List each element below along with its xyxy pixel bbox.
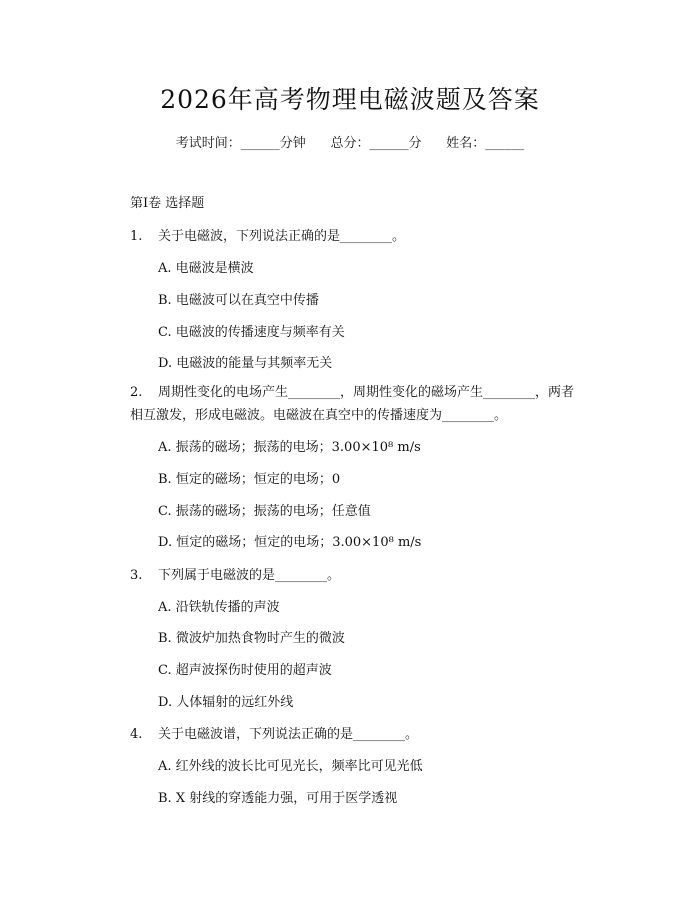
option-3b: B. 微波炉加热食物时产生的微波 bbox=[158, 631, 345, 646]
option-2a: A. 振荡的磁场；振荡的电场；3.00×10⁸ m/s bbox=[158, 440, 421, 455]
question-3 bbox=[130, 564, 340, 583]
option-3a: A. 沿铁轨传播的声波 bbox=[158, 600, 280, 615]
option-2d: D. 恒定的磁场；恒定的电场；3.00×10⁸ m/s bbox=[158, 535, 422, 550]
question-text: 周期性变化的电场产生________，周期性变化的磁场产生________，两者相互激发，形成电磁波。电磁波在真空中的传播速度为________。 bbox=[130, 385, 575, 423]
option-1d: D. 电磁波的能量与其频率无关 bbox=[158, 356, 333, 371]
question-number: 3. bbox=[130, 568, 143, 583]
page-title: 2026年高考物理电磁波题及答案 bbox=[160, 85, 540, 114]
option-2b: B. 恒定的磁场；恒定的电场；0 bbox=[158, 472, 341, 487]
question-text: 关于电磁波谱，下列说法正确的是________。 bbox=[158, 727, 419, 742]
option-1c: C. 电磁波的传播速度与频率有关 bbox=[158, 325, 345, 340]
option-3c: C. 超声波探伤时使用的超声波 bbox=[158, 663, 332, 678]
option-1b: B. 电磁波可以在真空中传播 bbox=[158, 293, 319, 308]
question-4 bbox=[130, 723, 418, 742]
question-number: 4. bbox=[130, 727, 143, 742]
section-heading: 第Ⅰ卷 选择题 bbox=[130, 196, 205, 211]
question-number: 2. bbox=[130, 385, 143, 400]
option-1a: A. 电磁波是横波 bbox=[158, 261, 254, 276]
option-2c: C. 振荡的磁场；振荡的电场；任意值 bbox=[158, 504, 371, 519]
question-text: 下列属于电磁波的是________。 bbox=[158, 568, 341, 583]
question-text: 关于电磁波，下列说法正确的是________。 bbox=[158, 229, 406, 244]
option-3d: D. 人体辐射的远红外线 bbox=[158, 695, 294, 710]
option-4a: A. 红外线的波长比可见光长，频率比可见光低 bbox=[158, 759, 423, 774]
question-number: 1. bbox=[130, 229, 143, 244]
question-1 bbox=[130, 225, 405, 244]
question-2 bbox=[130, 381, 576, 427]
option-4b: B. X 射线的穿透能力强，可用于医学透视 bbox=[158, 791, 398, 806]
exam-meta-line: 考试时间：______分钟 总分：______分 姓名：______ bbox=[175, 136, 525, 151]
